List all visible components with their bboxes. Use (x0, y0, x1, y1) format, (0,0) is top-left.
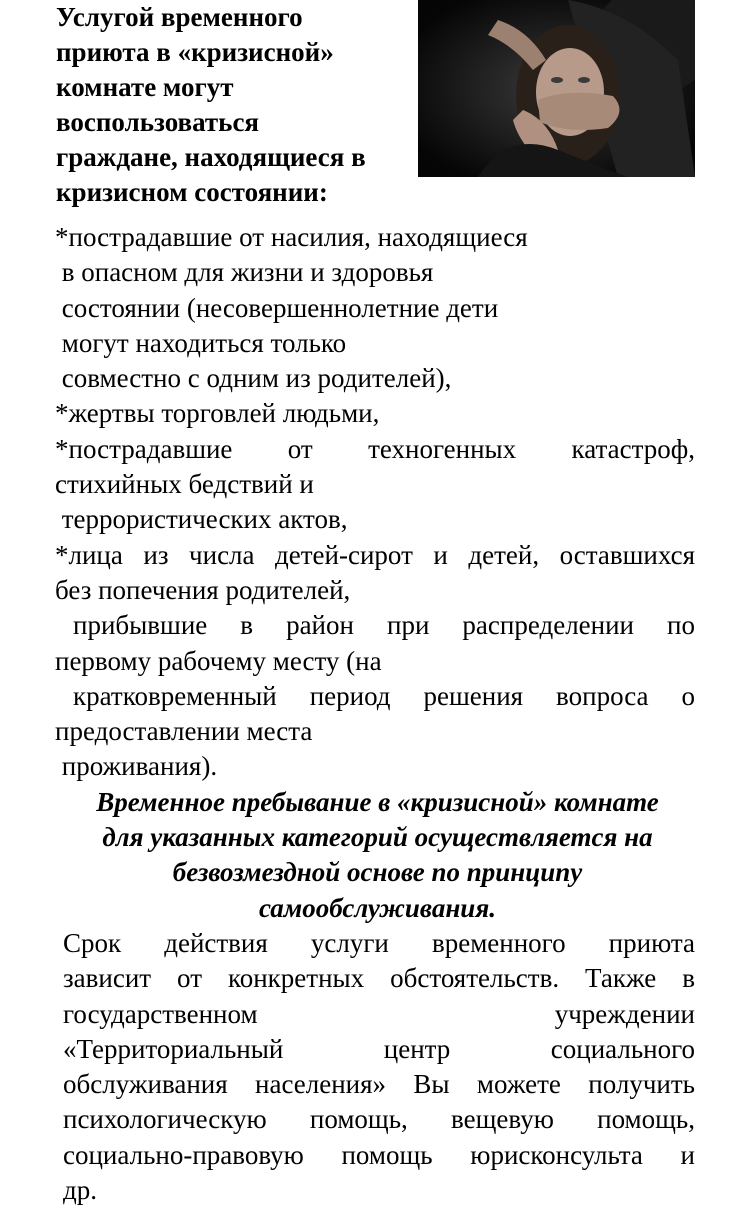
heading-line: воспользоваться (56, 107, 260, 137)
heading-line: приюта в «кризисной» (56, 37, 334, 67)
paragraph-line: обслуживания населения» Вы можете получить (63, 1069, 695, 1100)
free-of-charge-notice (60, 785, 695, 926)
notice-line: безвозмездной основе по принципу (172, 857, 583, 888)
list-line: в опасном для жизни и здоровья (55, 257, 434, 288)
paragraph-line: социально-правовую помощь юрисконсульта и (63, 1139, 695, 1170)
heading-line: граждане, находящиеся в (56, 142, 366, 172)
list-line: *пострадавшие от техногенных катастроф, (55, 433, 695, 464)
list-line: прибывшие в район при распределении по (73, 610, 695, 641)
list-line: могут находиться только (55, 327, 347, 358)
list-line: стихийных бедствий и (55, 469, 314, 500)
victim-photo-icon (418, 0, 695, 177)
paragraph-line: государственном учреждении (63, 998, 695, 1029)
notice-line: Временное пребывание в «кризисной» комнате (96, 786, 659, 817)
leaflet-heading (56, 0, 411, 210)
heading-line: Услугой временного (56, 2, 303, 32)
list-line: совместно с одним из родителей), (55, 363, 452, 394)
list-line: *жертвы торговлей людьми, (55, 398, 380, 429)
heading-line: комнате могут (56, 72, 234, 102)
main-text (55, 220, 695, 1208)
list-line: первому рабочему месту (на (55, 645, 382, 676)
notice-line: самообслуживания. (259, 892, 496, 923)
list-line: проживания). (55, 751, 218, 782)
list-line: предоставлении места (55, 716, 313, 747)
list-line: террористических актов, (55, 504, 348, 535)
eligible-list (55, 220, 695, 785)
paragraph-line: «Территориальный центр социального (63, 1033, 695, 1064)
paragraph-line: зависит от конкретных обстоятельств. Также в (63, 963, 695, 994)
list-line: кратковременный период решения вопроса о (73, 680, 695, 711)
paragraph-line: др. (63, 1175, 97, 1206)
list-line: состоянии (несовершеннолетние дети (55, 292, 499, 323)
list-line: без попечения родителей, (55, 574, 351, 605)
victim-photo (418, 0, 695, 177)
list-line: *пострадавшие от насилия, находящиеся (55, 222, 528, 252)
list-line: *лица из числа детей-сирот и детей, оставшихся (55, 539, 695, 570)
heading-line: кризисном состоянии: (56, 177, 328, 207)
notice-line: для указанных категорий осуществляется на (102, 822, 653, 853)
service-info-paragraph (63, 926, 695, 1208)
paragraph-line: Срок действия услуги временного приюта (63, 927, 695, 958)
paragraph-line: психологическую помощь, вещевую помощь, (63, 1104, 695, 1135)
